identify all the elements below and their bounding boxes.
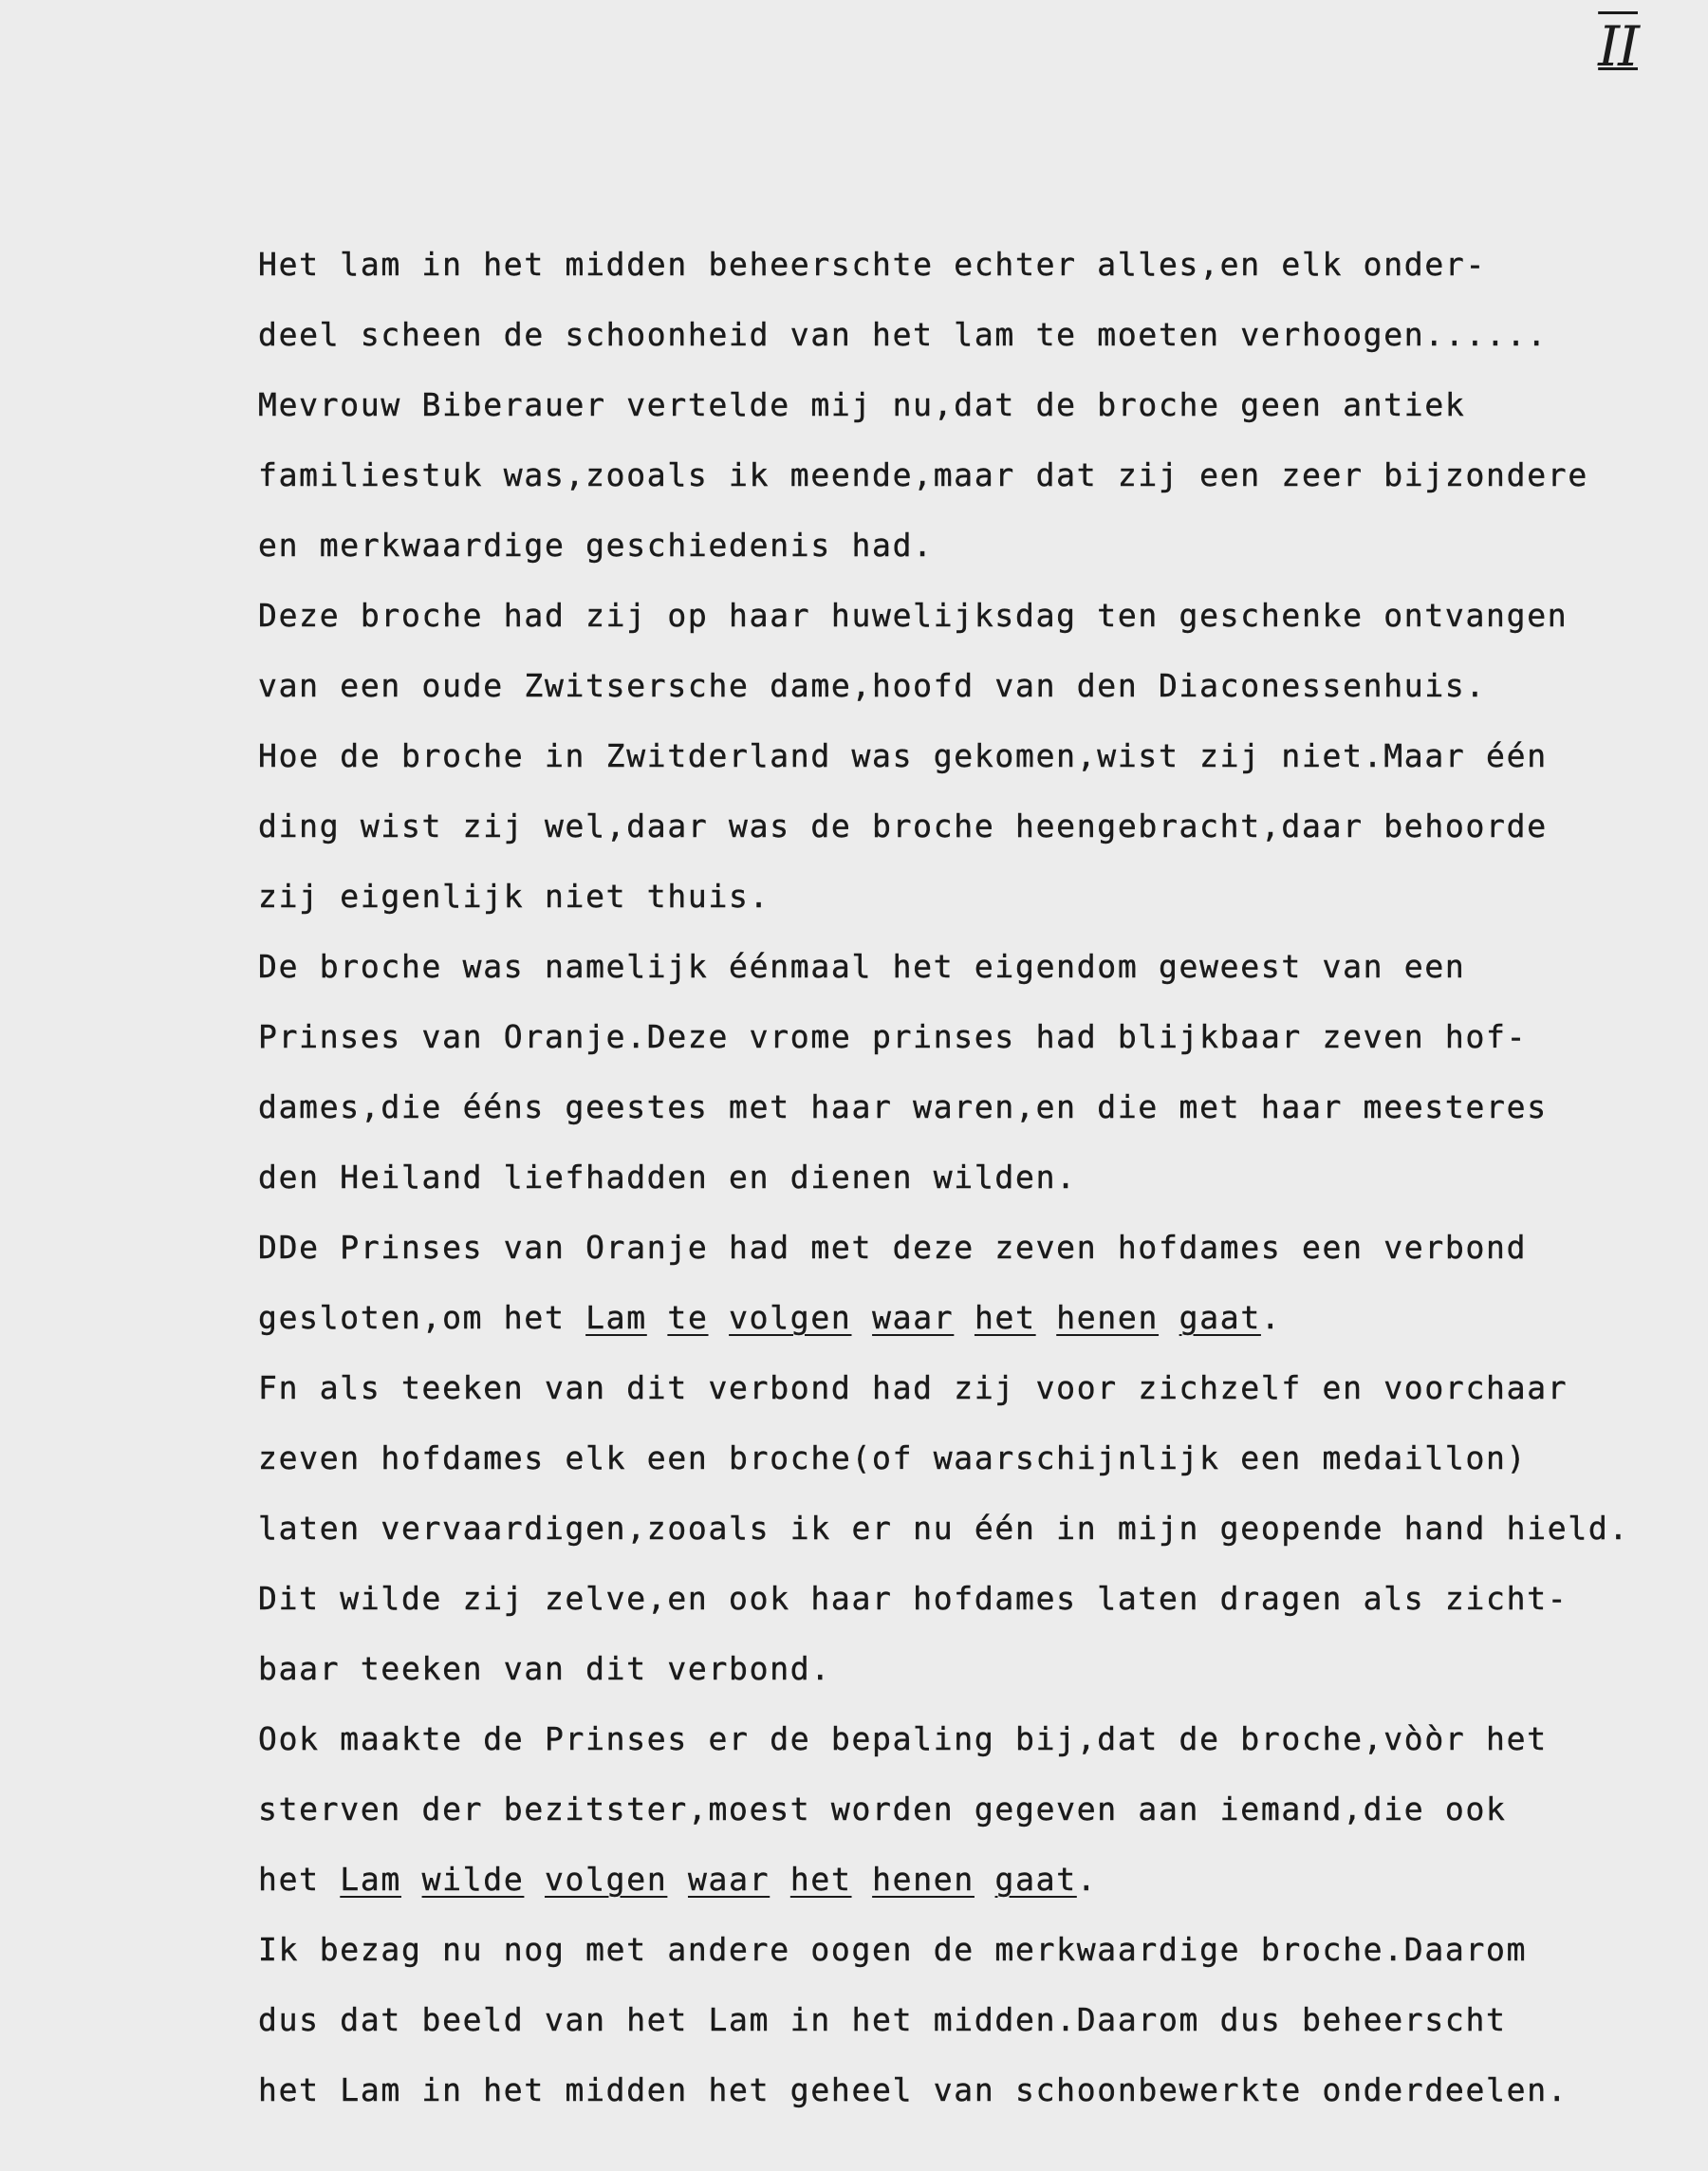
- text-segment: dus dat beeld van het Lam in het midden.Daarom dus beheerscht: [258, 2001, 1507, 2038]
- text-segment: [770, 1861, 790, 1898]
- text-line: [258, 1423, 1653, 1494]
- text-segment: gesloten,om het: [258, 1299, 586, 1336]
- text-line: [258, 1564, 1653, 1634]
- text-line: [258, 581, 1653, 651]
- text-segment: [954, 1299, 975, 1336]
- text-line: [258, 932, 1653, 1002]
- underlined-word: volgen: [729, 1299, 852, 1336]
- text-line: [258, 1634, 1653, 1704]
- underlined-word: volgen: [544, 1861, 668, 1898]
- text-segment: De broche was namelijk éénmaal het eigendom geweest van een: [258, 948, 1466, 985]
- text-segment: .: [1076, 1861, 1098, 1898]
- text-segment: het: [258, 1861, 341, 1898]
- text-segment: van een oude Zwitsersche dame,hoofd van den Diaconessenhuis.: [258, 667, 1487, 704]
- text-segment: Fn als teeken van dit verbond had zij voor zichzelf en voorchaar: [258, 1369, 1569, 1406]
- text-segment: baar teeken van dit verbond.: [258, 1650, 831, 1687]
- text-segment: laten vervaardigen,zooals ik er nu één in mijn geopende hand hield.: [258, 1510, 1630, 1547]
- typewritten-text: [258, 230, 1653, 2125]
- text-line: [258, 370, 1653, 440]
- text-segment: het Lam in het midden het geheel van schoonbewerkte onderdeelen.: [258, 2071, 1569, 2108]
- text-line: [258, 862, 1653, 932]
- text-line: [258, 651, 1653, 721]
- text-segment: [1036, 1299, 1057, 1336]
- text-segment: Hoe de broche in Zwitderland was gekomen,wist zij niet.Maar één: [258, 737, 1548, 774]
- text-line: [258, 1142, 1653, 1213]
- text-line: [258, 2055, 1653, 2125]
- text-segment: Prinses van Oranje.Deze vrome prinses had blijkbaar zeven hof-: [258, 1018, 1528, 1055]
- underlined-word: waar: [687, 1861, 770, 1898]
- text-segment: Mevrouw Biberauer vertelde mij nu,dat de broche geen antiek: [258, 386, 1466, 423]
- text-segment: zeven hofdames elk een broche(of waarschijnlijk een medaillon): [258, 1439, 1528, 1476]
- underlined-word: Lam: [585, 1299, 647, 1336]
- text-segment: [524, 1861, 545, 1898]
- underlined-word: wilde: [421, 1861, 525, 1898]
- underlined-word: het: [789, 1861, 852, 1898]
- text-segment: [852, 1299, 873, 1336]
- text-segment: sterven der bezitster,moest worden gegeven aan iemand,die ook: [258, 1791, 1507, 1828]
- text-line: [258, 1704, 1653, 1774]
- text-segment: den Heiland liefhadden en dienen wilden.: [258, 1159, 1077, 1196]
- text-line: [258, 1915, 1653, 1985]
- text-line: [258, 230, 1653, 300]
- text-segment: [401, 1861, 422, 1898]
- text-segment: Deze broche had zij op haar huwelijksdag ten geschenke ontvangen: [258, 597, 1569, 634]
- underlined-word: henen: [1056, 1299, 1160, 1336]
- text-segment: [1159, 1299, 1179, 1336]
- underlined-word: Lam: [340, 1861, 401, 1898]
- text-segment: .: [1260, 1299, 1282, 1336]
- text-segment: deel scheen de schoonheid van het lam te moeten verhoogen......: [258, 316, 1548, 353]
- text-segment: [647, 1299, 668, 1336]
- text-segment: Ik bezag nu nog met andere oogen de merkwaardige broche.Daarom: [258, 1931, 1528, 1968]
- text-line: [258, 440, 1653, 510]
- text-line: [258, 1494, 1653, 1564]
- page-number: II: [1598, 14, 1638, 79]
- text-segment: [709, 1299, 730, 1336]
- underlined-word: henen: [872, 1861, 975, 1898]
- text-segment: en merkwaardige geschiedenis had.: [258, 527, 934, 564]
- text-line: [258, 1845, 1653, 1915]
- text-line: [258, 1283, 1653, 1353]
- text-segment: familiestuk was,zooals ik meende,maar dat zij een zeer bijzondere: [258, 456, 1588, 493]
- underlined-word: te: [667, 1299, 709, 1336]
- text-line: [258, 1072, 1653, 1142]
- text-line: [258, 1002, 1653, 1072]
- text-segment: [975, 1861, 995, 1898]
- text-segment: Dit wilde zij zelve,en ook haar hofdames laten dragen als zicht-: [258, 1580, 1569, 1617]
- text-segment: [852, 1861, 873, 1898]
- text-line: [258, 721, 1653, 791]
- underlined-word: waar: [872, 1299, 955, 1336]
- text-segment: Ook maakte de Prinses er de bepaling bij,dat de broche,vòòr het: [258, 1720, 1548, 1757]
- text-line: [258, 1985, 1653, 2055]
- text-segment: DDe Prinses van Oranje had met deze zeven hofdames een verbond: [258, 1229, 1528, 1266]
- text-line: [258, 1213, 1653, 1283]
- text-line: [258, 791, 1653, 862]
- text-line: [258, 510, 1653, 581]
- text-line: [258, 1353, 1653, 1423]
- text-line: [258, 300, 1653, 370]
- underlined-word: het: [974, 1299, 1036, 1336]
- underlined-word: gaat: [994, 1861, 1077, 1898]
- text-segment: dames,die ééns geestes met haar waren,en die met haar meesteres: [258, 1088, 1548, 1125]
- text-segment: Het lam in het midden beheerschte echter alles,en elk onder-: [258, 246, 1487, 283]
- text-segment: [667, 1861, 688, 1898]
- text-line: [258, 1774, 1653, 1845]
- text-segment: ding wist zij wel,daar was de broche heengebracht,daar behoorde: [258, 807, 1548, 844]
- text-segment: zij eigenlijk niet thuis.: [258, 878, 770, 915]
- underlined-word: gaat: [1179, 1299, 1261, 1336]
